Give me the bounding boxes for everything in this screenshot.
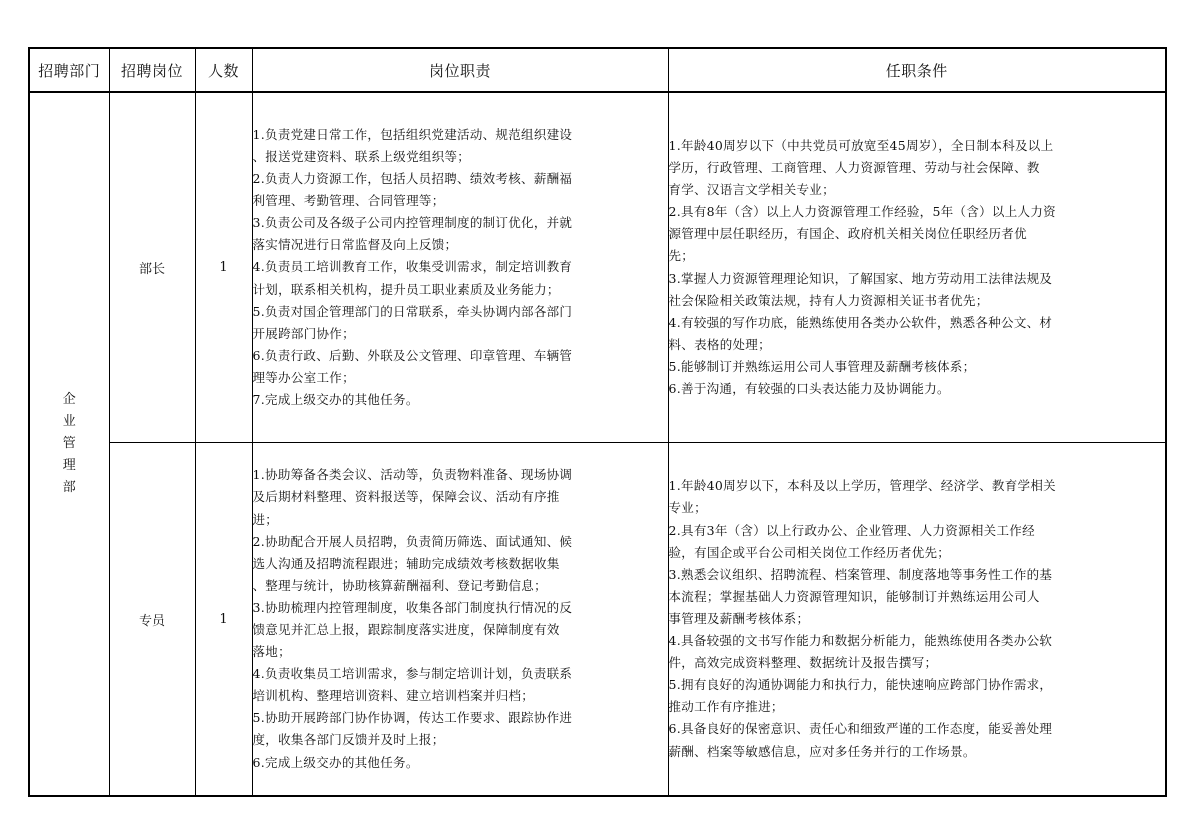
duty-line: 及后期材料整理、资料报送等，保障会议、活动有序推 — [252, 489, 560, 505]
requirement-line: 1.年龄40周岁以下，本科及以上学历，管理学、经济学、教育学相关 — [668, 478, 1056, 494]
duty-line: 馈意见并汇总上报，跟踪制度落实进度，保障制度有效 — [252, 622, 560, 637]
header-row — [29, 48, 1166, 92]
duty-line: 落实情况进行日常监督及向上反馈； — [252, 237, 458, 253]
duty-line: 理等办公室工作； — [252, 369, 355, 385]
requirement-line: 验，有国企或平台公司相关岗位工作经历者优先； — [668, 544, 951, 560]
requirement-line: 5.拥有良好的沟通协调能力和执行力，能快速响应跨部门协作需求， — [668, 677, 1053, 693]
duty-line: 6.负责行政、后勤、外联及公文管理、印章管理、车辆管 — [252, 347, 573, 363]
department-char: 管 — [62, 436, 76, 451]
requirement-line: 件，高效完成资料整理、数据统计及报告撰写； — [668, 655, 938, 671]
header-count: 人数 — [195, 48, 252, 92]
duty-line: 选人沟通及招聘流程跟进；辅助完成绩效考核数据收集 — [252, 555, 560, 571]
requirement-line: 3.熟悉会议组织、招聘流程、档案管理、制度落地等事务性工作的基 — [668, 566, 1053, 582]
requirement-line: 2.具有8年（含）以上人力资源管理工作经验，5年（含）以上人力资 — [668, 204, 1056, 220]
position-cell: 部长 — [109, 92, 195, 443]
count-cell: 1 — [195, 92, 252, 443]
duty-line: 开展跨部门协作； — [252, 325, 355, 341]
requirement-line: 6.善于沟通，有较强的口头表达能力及协调能力。 — [668, 380, 950, 396]
duty-line: 度，收集各部门反馈并及时上报； — [252, 732, 445, 748]
requirement-line: 先； — [668, 248, 695, 264]
requirements-cell — [668, 92, 1166, 443]
duty-line: 1.负责党建日常工作，包括组织党建活动、规范组织建设 — [252, 126, 573, 142]
duty-line: 1.协助筹备各类会议、活动等，负责物料准备、现场协调 — [252, 467, 573, 483]
header-dept: 招聘部门 — [29, 48, 109, 92]
table-row — [29, 443, 1166, 797]
recruitment-table — [28, 47, 1167, 797]
duty-line: 、整理与统计，协助核算薪酬福利、登记考勤信息； — [252, 577, 547, 593]
duties-cell — [252, 92, 668, 443]
duties-cell — [252, 443, 668, 797]
requirement-line: 6.具备良好的保密意识、责任心和细致严谨的工作态度，能妥善处理 — [668, 721, 1053, 737]
requirement-line: 育学、汉语言文学相关专业； — [668, 182, 835, 198]
requirement-line: 本流程；掌握基础人力资源管理知识，能够制订并熟练运用公司人 — [668, 588, 1040, 604]
duty-line: 进； — [252, 511, 279, 527]
duty-line: 6.完成上级交办的其他任务。 — [252, 754, 419, 770]
requirement-line: 4.有较强的写作功底，能熟练使用各类办公软件，熟悉各种公文、材 — [668, 314, 1053, 330]
duty-line: 3.负责公司及各级子公司内控管理制度的制订优化，并就 — [252, 215, 573, 231]
requirement-line: 1.年龄40周岁以下（中共党员可放宽至45周岁），全日制本科及以上 — [668, 137, 1054, 153]
requirement-line: 3.掌握人力资源管理理论知识，了解国家、地方劳动用工法律法规及 — [668, 270, 1053, 286]
duty-line: 培训机构、整理培训资料、建立培训档案并归档； — [252, 688, 535, 704]
duty-line: 、报送党建资料、联系上级党组织等； — [252, 148, 471, 164]
requirement-line: 薪酬、档案等敏感信息，应对多任务并行的工作场景。 — [668, 743, 976, 759]
header-duties: 岗位职责 — [252, 48, 668, 92]
duty-line: 5.负责对国企管理部门的日常联系，牵头协调内部各部门 — [252, 303, 573, 319]
requirement-line: 料、表格的处理； — [668, 336, 771, 352]
department-char: 部 — [62, 480, 76, 495]
requirement-line: 2.具有3年（含）以上行政办公、企业管理、人力资源相关工作经 — [668, 522, 1035, 538]
duty-line: 落地； — [252, 644, 291, 660]
requirement-line: 社会保险相关政策法规，持有人力资源相关证书者优先； — [668, 292, 989, 308]
header-position: 招聘岗位 — [109, 48, 195, 92]
duty-line: 4.负责员工培训教育工作，收集受训需求，制定培训教育 — [252, 259, 573, 275]
requirement-line: 4.具备较强的文书写作能力和数据分析能力，能熟练使用各类办公软 — [668, 633, 1053, 649]
duty-line: 4.负责收集员工培训需求，参与制定培训计划，负责联系 — [252, 666, 573, 682]
department-char: 企 — [62, 392, 76, 407]
table-row — [29, 92, 1166, 443]
requirement-line: 学历，行政管理、工商管理、人力资源管理、劳动与社会保障、教 — [668, 160, 1040, 176]
requirement-line: 源管理中层任职经历，有国企、政府机关相关岗位任职经历者优 — [668, 226, 1027, 242]
requirement-line: 事管理及薪酬考核体系； — [668, 610, 810, 626]
duty-line: 7.完成上级交办的其他任务。 — [252, 392, 419, 408]
duty-line: 2.负责人力资源工作，包括人员招聘、绩效考核、薪酬福 — [252, 171, 573, 187]
department-cell — [29, 92, 109, 796]
department-char: 业 — [62, 414, 76, 429]
duty-line: 计划，联系相关机构，提升员工职业素质及业务能力； — [252, 281, 560, 297]
requirements-cell — [668, 443, 1166, 797]
duty-line: 利管理、考勤管理、合同管理等； — [252, 193, 445, 209]
duty-line: 5.协助开展跨部门协作协调，传达工作要求、跟踪协作进 — [252, 710, 573, 726]
requirement-line: 专业； — [668, 500, 707, 516]
duty-line: 3.协助梳理内控管理制度，收集各部门制度执行情况的反 — [252, 599, 573, 615]
requirement-line: 5.能够制订并熟练运用公司人事管理及薪酬考核体系； — [668, 358, 976, 374]
duty-line: 2.协助配合开展人员招聘，负责简历筛选、面试通知、候 — [252, 533, 573, 549]
department-char: 理 — [62, 458, 76, 473]
header-requirements: 任职条件 — [668, 48, 1166, 92]
count-cell: 1 — [195, 443, 252, 797]
requirement-line: 推动工作有序推进； — [668, 699, 784, 715]
position-cell: 专员 — [109, 443, 195, 797]
